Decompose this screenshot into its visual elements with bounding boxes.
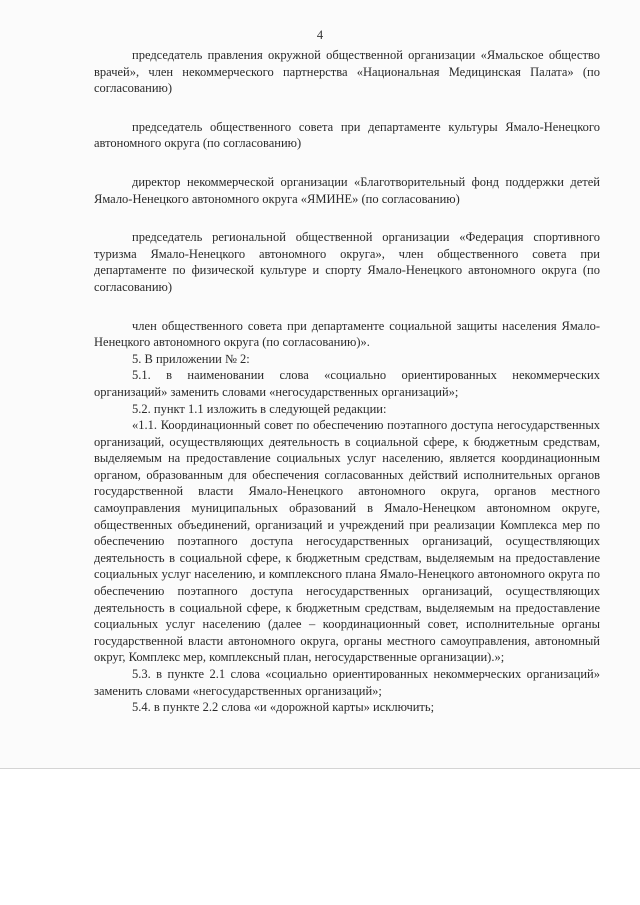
member-entry-doctors-society: председатель правления окружной общественной организации «Ямальское общество врачей», член некоммерческого партнерства «Национальная Медицинская Палата» (по согласованию) xyxy=(94,48,600,96)
document-body xyxy=(94,47,600,716)
item-5-2: 5.2. пункт 1.1 изложить в следующей редакции: xyxy=(132,401,387,416)
item-5-heading: 5. В приложении № 2: xyxy=(132,351,250,366)
member-entry-yamine-fund: директор некоммерческой организации «Благотворительный фонд поддержки детей Ямало-Ненецкого автономного округа «ЯМИНЕ» (по согласованию) xyxy=(94,174,600,206)
page-number: 4 xyxy=(316,28,324,42)
blank-area xyxy=(0,769,640,905)
member-entry-culture-council: председатель общественного совета при департаменте культуры Ямало-Ненецкого автономного округа (по согласованию) xyxy=(94,119,600,151)
member-entry-social-protection: член общественного совета при департаменте социальной защиты населения Ямало-Ненецкого автономного округа (по согласованию)». xyxy=(94,318,600,350)
item-5-3: 5.3. в пункте 2.1 слова «социально ориентированных некоммерческих организаций» заменить словами «негосударственных организаций»; xyxy=(94,667,600,698)
item-5-1: 5.1. в наименовании слова «социально ориентированных некоммерческих организаций» заменить словами «негосударственных организаций»; xyxy=(94,368,600,399)
item-5-4: 5.4. в пункте 2.2 слова «и «дорожной карты» исключить; xyxy=(132,700,435,715)
member-entry-sport-tourism: председатель региональной общественной организации «Федерация спортивного туризма Ямало-Ненецкого автономного округа», член общественного совета при департаменте по физической культуре и спорту Ямало-Ненецкого автономного округа (по согласованию) xyxy=(94,230,600,294)
item-5-2-quoted-text: «1.1. Координационный совет по обеспечению поэтапного доступа негосударственных организаций, осуществляющих деятельность в социальной сфере, к бюджетным средствам, выделяемым на предоставление социальных услуг населению, является координационным органом, образованным для обеспечения согласованных действий исполнительных органов государственной власти Ямало-Ненецкого автономного округа, органов местного самоуправления муниципальных образований в Ямало-Ненецком автономном округе, общественных объединений, организаций и учреждений при реализации Комплекса мер по обеспечению поэтапного доступа негосударственных организаций, осуществляющих деятельность в социальной сфере, к бюджетным средствам, выделяемым на предоставление социальных услуг населению, и комплексного плана Ямало-Ненецкого автономного округа по обеспечению поэтапного доступа негосударственных организаций, осуществляющих деятельность в социальной сфере, к бюджетным средствам, выделяемым на предоставление социальных услуг населению (далее – координационный совет, исполнительные органы государственной власти автономного округа, органы местного самоуправления, автономный округ, Комплекс мер, комплексный план, негосударственные организации).»; xyxy=(94,418,600,665)
